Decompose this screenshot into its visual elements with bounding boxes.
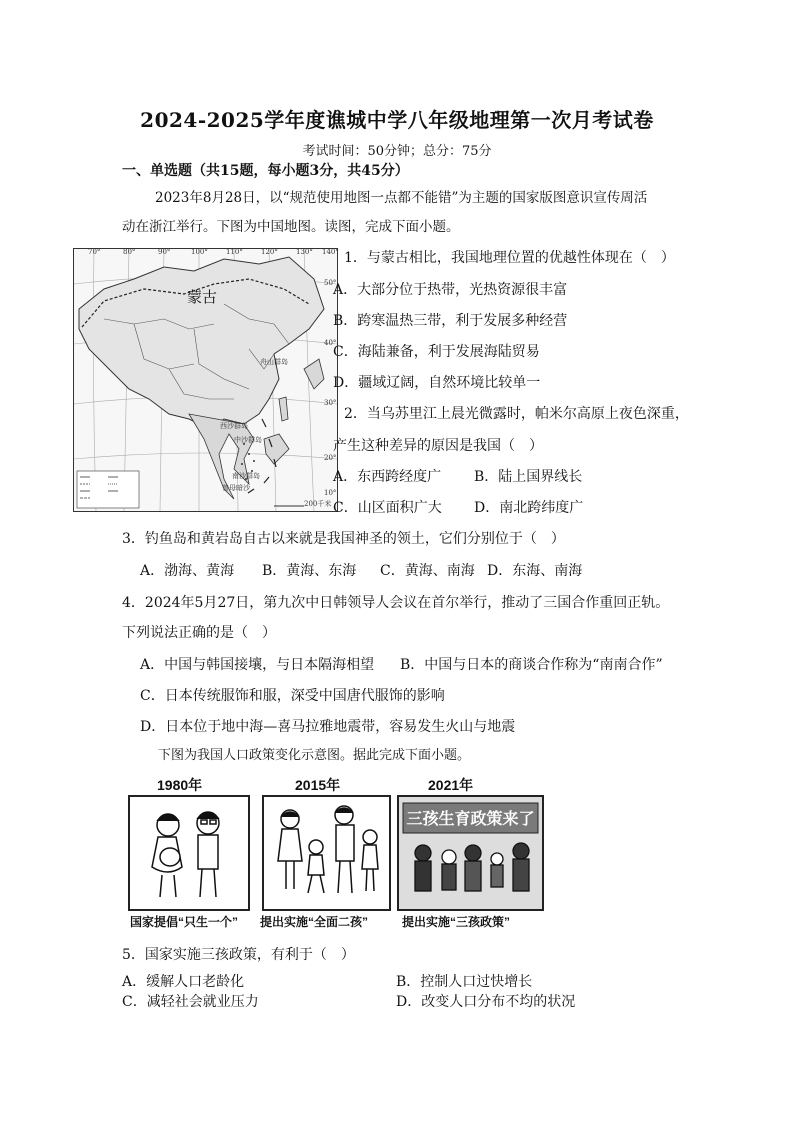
exam-info: 考试时间：50分钟；总分：75分 xyxy=(302,144,492,159)
map-label-nansha: 南沙群岛 xyxy=(232,472,260,480)
lon-label: 140° xyxy=(322,248,339,256)
panel-2-year: 2015年 xyxy=(295,777,341,793)
lat-label: 30° xyxy=(324,399,337,407)
q5-stem: 5．国家实施三孩政策，有利于（ ） xyxy=(122,947,355,963)
q1-option-b: B．跨寒温热三带，利于发展多种经营 xyxy=(333,313,568,329)
lat-label: 40° xyxy=(324,339,337,347)
lon-label: 120° xyxy=(261,248,278,256)
panel-1-image xyxy=(128,795,250,911)
map-label-zhongsha: 中沙群岛 xyxy=(234,436,262,444)
q1-option-d: D．疆域辽阔，自然环境比较单一 xyxy=(333,375,541,391)
q5-option-b: B．控制人口过快增长 xyxy=(396,974,533,990)
lon-label: 130° xyxy=(296,248,313,256)
lon-label: 90° xyxy=(158,248,171,256)
lon-label: 110° xyxy=(226,248,243,256)
lat-label: 20° xyxy=(324,454,337,462)
q2-stem-2: 产生这种差异的原因是我国（ ） xyxy=(333,438,543,454)
q3-option-c: C．黄海、南海 xyxy=(380,563,475,579)
panel-2-drawing xyxy=(264,797,389,909)
intro-line-2: 动在浙江举行。下图为中国地图。读图，完成下面小题。 xyxy=(122,219,460,235)
q5-option-a: A．缓解人口老龄化 xyxy=(122,974,245,990)
lon-label: 80° xyxy=(123,248,136,256)
lon-label: 100° xyxy=(191,248,208,256)
q2-stem-1: 2．当乌苏里江上晨光微露时，帕米尔高原上夜色深重， xyxy=(344,406,689,422)
q5-option-c: C．减轻社会就业压力 xyxy=(122,994,259,1010)
q2-option-c: C．山区面积广大 xyxy=(333,500,442,516)
q2-option-d: D．南北跨纬度广 xyxy=(474,500,584,516)
lat-label: 50° xyxy=(324,279,337,287)
panel-3-year: 2021年 xyxy=(428,777,474,793)
q3-option-d: D．东海、南海 xyxy=(487,563,583,579)
q4-option-a: A．中国与韩国接壤，与日本隔海相望 xyxy=(140,657,375,673)
panel-3-caption: 提出实施“三孩政策” xyxy=(402,915,511,929)
q5-option-d: D．改变人口分布不均的状况 xyxy=(396,994,576,1010)
map-label-zhoushan: 舟山群岛 xyxy=(260,358,288,366)
q4-option-c: C．日本传统服饰和服，深受中国唐代服饰的影响 xyxy=(140,688,445,704)
intro-2: 下图为我国人口政策变化示意图。据此完成下面小题。 xyxy=(158,748,471,763)
q1-option-c: C．海陆兼备，利于发展海陆贸易 xyxy=(333,344,540,360)
section-heading: 一、单选题（共15题，每小题3分，共45分） xyxy=(122,163,409,179)
q4-stem-1: 4．2024年5月27日，第九次中日韩领导人会议在首尔举行，推动了三国合作重回正轨。 xyxy=(122,595,670,611)
panel-2-caption: 提出实施“全面二孩” xyxy=(260,915,369,929)
map-label-xisha: 西沙群岛 xyxy=(220,422,248,430)
map-label-zengmu: 曾母暗沙 xyxy=(222,484,250,492)
map-label-mongolia: 蒙古 xyxy=(187,288,218,306)
q4-option-b: B．中国与日本的商谈合作称为“南南合作” xyxy=(400,657,663,673)
q2-option-b: B．陆上国界线长 xyxy=(474,469,583,485)
intro-line-1: 2023年8月28日，以“规范使用地图一点都不能错”为主题的国家版图意识宣传周活 xyxy=(155,190,648,206)
map-scale: 200千米 xyxy=(304,500,332,508)
china-map xyxy=(73,248,338,512)
panel-1-caption: 国家提倡“只生一个” xyxy=(130,915,239,929)
panel-1-drawing xyxy=(130,797,248,909)
q1-option-a: A．大部分位于热带，光热资源很丰富 xyxy=(333,282,568,298)
q4-option-d: D．日本位于地中海—喜马拉雅地震带，容易发生火山与地震 xyxy=(140,719,516,735)
population-policy-cartoon xyxy=(120,775,550,935)
q3-stem: 3．钓鱼岛和黄岩岛自古以来就是我国神圣的领土，它们分别位于（ ） xyxy=(122,531,565,547)
q4-stem-2: 下列说法正确的是（ ） xyxy=(122,625,276,641)
panel-3-banner: 三孩生育政策来了 xyxy=(406,811,535,828)
panel-1-year: 1980年 xyxy=(157,777,203,793)
lat-label: 10° xyxy=(324,489,337,497)
q1-stem: 1．与蒙古相比，我国地理位置的优越性体现在（ ） xyxy=(344,250,675,266)
panel-2-image xyxy=(262,795,391,911)
q3-option-a: A．渤海、黄海 xyxy=(140,563,235,579)
q2-option-a: A．东西跨经度广 xyxy=(333,469,442,485)
page-title: 2024-2025学年度谯城中学八年级地理第一次月考试卷 xyxy=(140,108,654,132)
q3-option-b: B．黄海、东海 xyxy=(262,563,357,579)
panel-3-image xyxy=(397,795,544,911)
lon-label: 70° xyxy=(88,248,101,256)
